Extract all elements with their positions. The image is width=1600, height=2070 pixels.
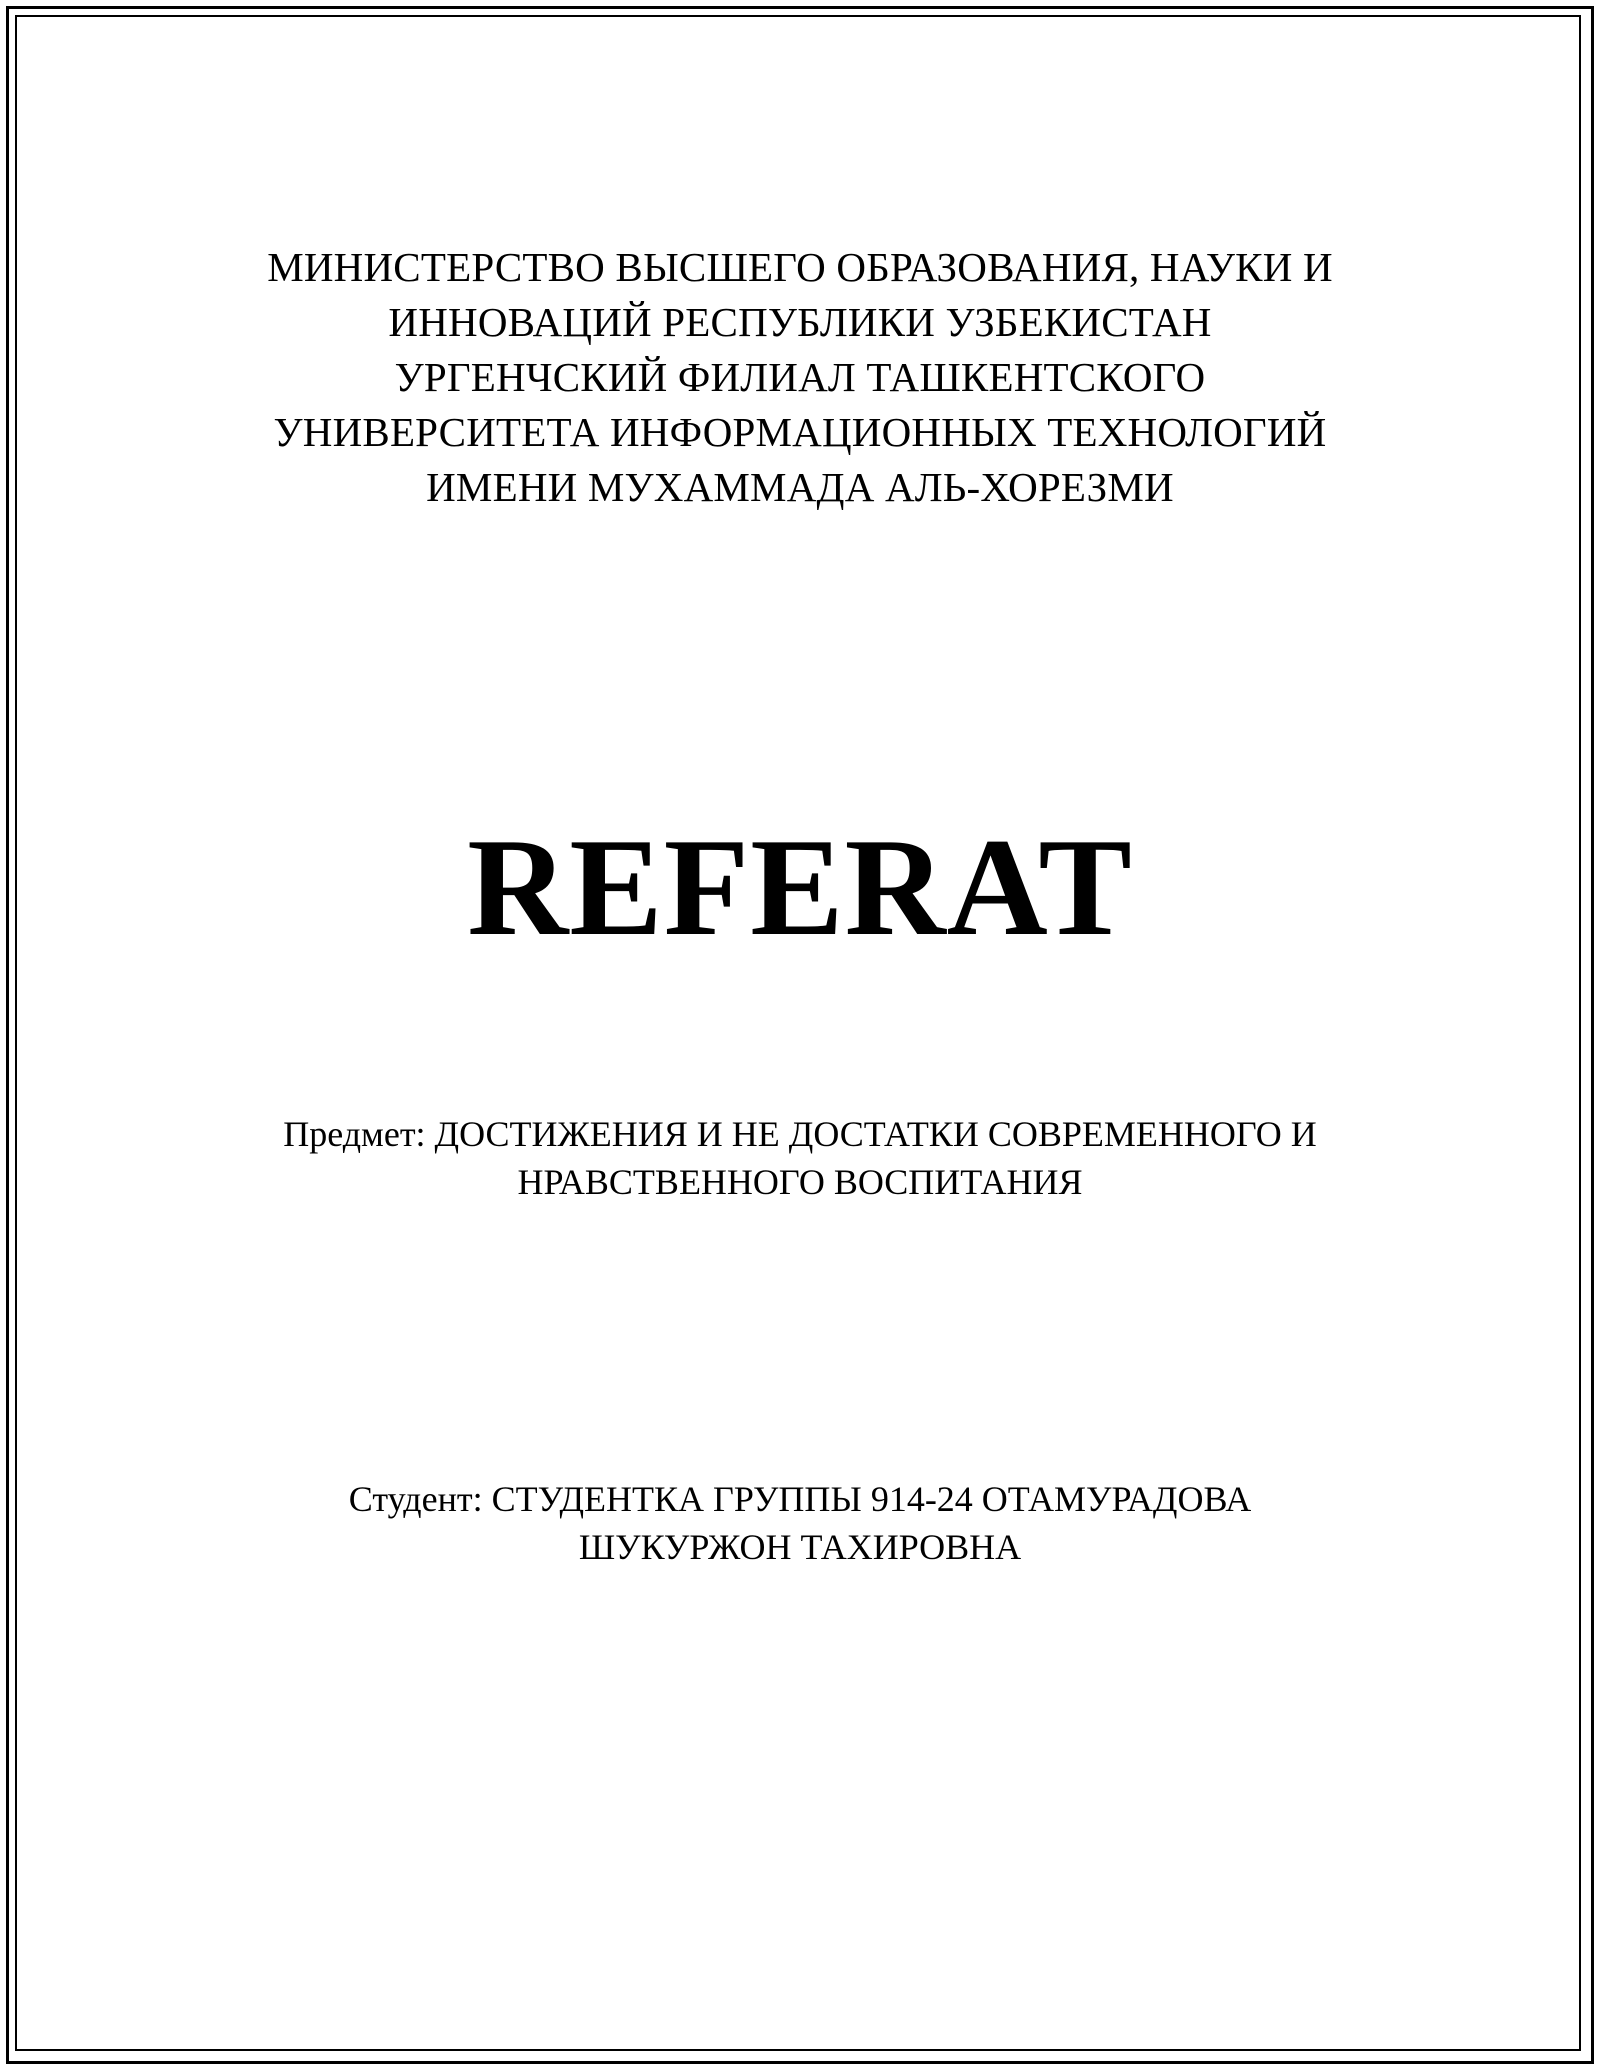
institution-header bbox=[0, 240, 1600, 515]
student-line: Студент: СТУДЕНТКА ГРУППЫ 914-24 ОТАМУРАДОВА bbox=[348, 1479, 1252, 1519]
subject-line: НРАВСТВЕННОГО ВОСПИТАНИЯ bbox=[517, 1162, 1083, 1202]
header-line: ИМЕНИ МУХАММАДА АЛЬ-ХОРЕЗМИ bbox=[426, 464, 1174, 510]
student-block bbox=[0, 1475, 1600, 1571]
subject-block bbox=[0, 1110, 1600, 1206]
header-line: МИНИСТЕРСТВО ВЫСШЕГО ОБРАЗОВАНИЯ, НАУКИ И bbox=[267, 244, 1333, 290]
document-title: REFERAT bbox=[467, 810, 1133, 965]
header-line: УРГЕНЧСКИЙ ФИЛИАЛ ТАШКЕНТСКОГО bbox=[394, 354, 1206, 400]
header-line: УНИВЕРСИТЕТА ИНФОРМАЦИОННЫХ ТЕХНОЛОГИЙ bbox=[273, 409, 1327, 455]
subject-line: Предмет: ДОСТИЖЕНИЯ И НЕ ДОСТАТКИ СОВРЕМЕННОГО И bbox=[283, 1114, 1317, 1154]
header-line: ИННОВАЦИЙ РЕСПУБЛИКИ УЗБЕКИСТАН bbox=[388, 299, 1212, 345]
student-line: ШУКУРЖОН ТАХИРОВНА bbox=[578, 1527, 1022, 1567]
